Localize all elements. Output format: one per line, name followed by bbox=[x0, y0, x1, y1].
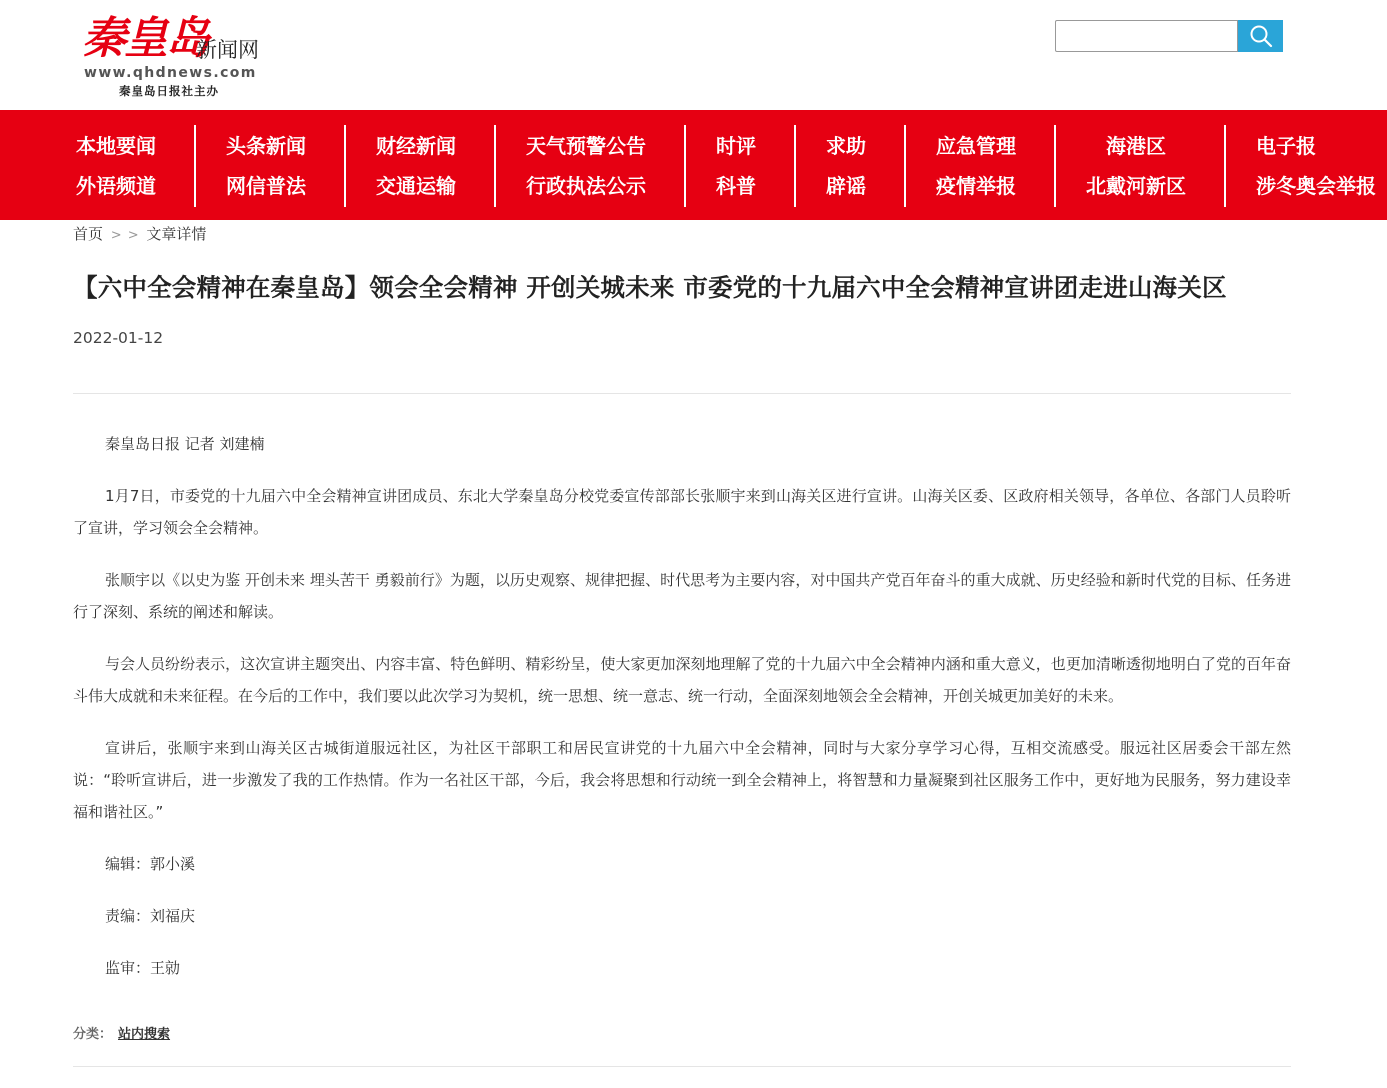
article-paragraph: 张顺宇以《以史为鉴 开创未来 埋头苦干 勇毅前行》为题，以历史观察、规律把握、时代思考为主要内容，对中国共产党百年奋斗的重大成就、历史经验和新时代党的目标、任务进行了深刻、系统的阐述和解读。 bbox=[73, 571, 1291, 621]
logo-sponsor: 秦皇岛日报社主办 bbox=[119, 84, 219, 98]
logo-brand: 秦皇岛 bbox=[82, 13, 208, 64]
main-nav bbox=[0, 110, 1387, 220]
article-chief-editor: 责编：刘福庆 bbox=[105, 907, 196, 925]
nav-column-9 bbox=[1224, 125, 1387, 207]
nav-link-beidaihe[interactable]: 北戴河新区 bbox=[1086, 174, 1186, 198]
nav-column-6 bbox=[794, 125, 906, 207]
article-date: 2022-01-12 bbox=[73, 329, 164, 347]
logo-site-name: 新闻网 bbox=[196, 38, 259, 62]
search-box bbox=[1055, 20, 1283, 52]
category-link[interactable]: 站内搜索 bbox=[118, 1027, 171, 1042]
search-input[interactable] bbox=[1055, 20, 1238, 52]
search-icon bbox=[1249, 24, 1273, 48]
article-supervisor: 监审：王勍 bbox=[105, 959, 181, 977]
nav-link-science[interactable]: 科普 bbox=[716, 174, 756, 198]
nav-link-commentary[interactable]: 时评 bbox=[716, 134, 756, 158]
nav-column-1 bbox=[0, 125, 195, 207]
logo-url: www.qhdnews.com bbox=[84, 65, 257, 81]
breadcrumb-home[interactable]: 首页 bbox=[73, 225, 104, 243]
article-paragraph: 宣讲后，张顺宇来到山海关区古城街道服远社区，为社区干部职工和居民宣讲党的十九届六中全会精神，同时与大家分享学习心得，互相交流感受。服远社区居委会干部左然说：“聆听宣讲后，进一步激发了我的工作热情。作为一名社区干部，今后，我会将思想和行动统一到全会精神上，将智慧和力量凝聚到社区服务工作中，更好地为民服务，努力建设幸福和谐社区。” bbox=[73, 739, 1291, 821]
nav-link-epidemic-report[interactable]: 疫情举报 bbox=[936, 174, 1016, 198]
nav-link-transport[interactable]: 交通运输 bbox=[376, 174, 456, 198]
article-body bbox=[73, 428, 1291, 1004]
nav-link-haigang[interactable]: 海港区 bbox=[1106, 134, 1166, 158]
article-title: 【六中全会精神在秦皇岛】领会全会精神 开创关城未来 市委党的十九届六中全会精神宣讲团走进山海关区 bbox=[73, 273, 1227, 302]
site-logo[interactable] bbox=[82, 10, 282, 102]
nav-link-emergency[interactable]: 应急管理 bbox=[936, 134, 1016, 158]
divider bbox=[73, 1066, 1291, 1067]
nav-link-foreign-language[interactable]: 外语频道 bbox=[76, 174, 156, 198]
nav-link-olympics-report[interactable]: 涉冬奥会举报 bbox=[1256, 174, 1376, 198]
nav-link-local-news[interactable]: 本地要闻 bbox=[76, 134, 156, 158]
nav-link-finance[interactable]: 财经新闻 bbox=[376, 134, 456, 158]
nav-column-8 bbox=[1054, 125, 1226, 207]
nav-column-2 bbox=[194, 125, 346, 207]
article-editor: 编辑：郭小溪 bbox=[105, 855, 196, 873]
nav-link-help[interactable]: 求助 bbox=[826, 134, 866, 158]
article-byline: 秦皇岛日报 记者 刘建楠 bbox=[105, 435, 265, 453]
nav-column-4 bbox=[494, 125, 686, 207]
nav-column-7 bbox=[904, 125, 1056, 207]
article-category bbox=[73, 1025, 170, 1045]
breadcrumb bbox=[73, 224, 206, 246]
nav-link-law-enforcement[interactable]: 行政执法公示 bbox=[526, 174, 646, 198]
breadcrumb-current: 文章详情 bbox=[146, 225, 207, 243]
search-button[interactable] bbox=[1238, 20, 1283, 52]
nav-link-headlines[interactable]: 头条新闻 bbox=[226, 134, 306, 158]
nav-link-weather-alert[interactable]: 天气预警公告 bbox=[526, 134, 646, 158]
divider bbox=[73, 393, 1291, 394]
nav-link-legal-education[interactable]: 网信普法 bbox=[226, 174, 306, 198]
article-paragraph: 1月7日，市委党的十九届六中全会精神宣讲团成员、东北大学秦皇岛分校党委宣传部部长张顺宇来到山海关区进行宣讲。山海关区委、区政府相关领导，各单位、各部门人员聆听了宣讲，学习领会全会精神。 bbox=[73, 487, 1291, 537]
breadcrumb-separator: > bbox=[127, 228, 139, 243]
breadcrumb-separator: > bbox=[110, 228, 122, 243]
category-label: 分类： bbox=[73, 1027, 113, 1042]
nav-link-rumor-debunk[interactable]: 辟谣 bbox=[826, 174, 866, 198]
nav-column-3 bbox=[344, 125, 496, 207]
article-paragraph: 与会人员纷纷表示，这次宣讲主题突出、内容丰富、特色鲜明、精彩纷呈，使大家更加深刻地理解了党的十九届六中全会精神内涵和重大意义，也更加清晰透彻地明白了党的百年奋斗伟大成就和未来征程。在今后的工作中，我们要以此次学习为契机，统一思想、统一意志、统一行动，全面深刻地领会全会精神，开创关城更加美好的未来。 bbox=[73, 655, 1291, 705]
nav-column-5 bbox=[684, 125, 796, 207]
nav-link-e-paper[interactable]: 电子报 bbox=[1256, 134, 1316, 158]
